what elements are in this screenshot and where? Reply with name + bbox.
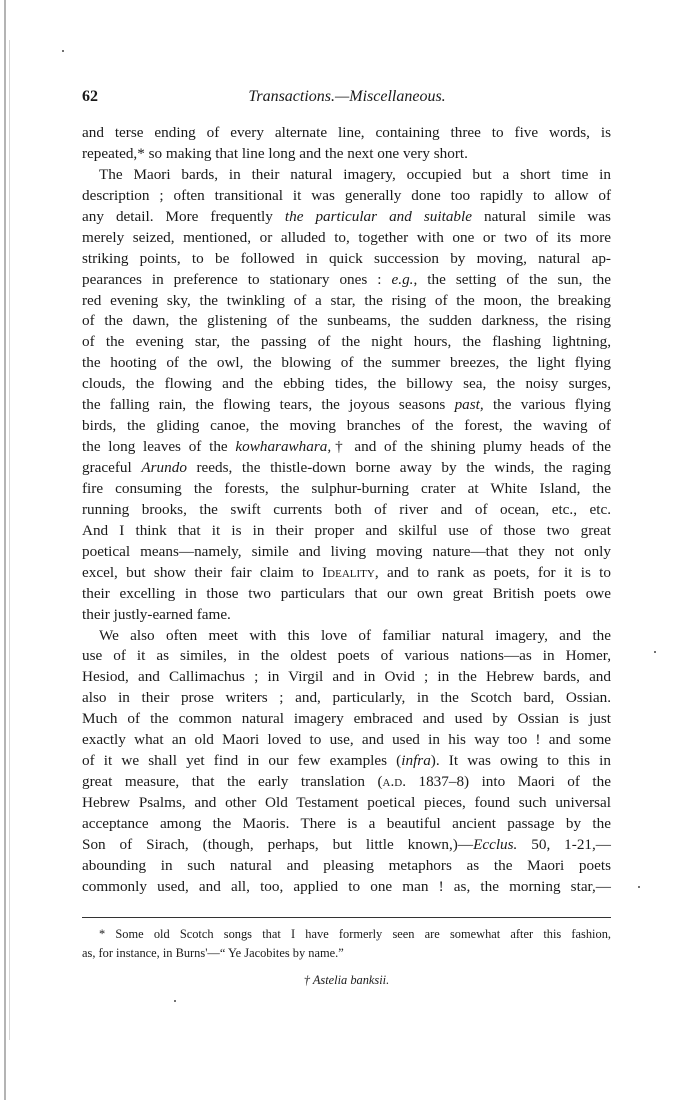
text-segment: graceful xyxy=(82,459,142,476)
text-segment: natural simile was xyxy=(471,207,611,225)
text-segment: and terse ending of every alternate line, containing three to five words, is xyxy=(82,124,611,141)
text-segment: , and to rank as poets, for it is to xyxy=(374,563,611,581)
text-segment: pearances in preference to stationary ones : xyxy=(82,270,392,288)
page-header xyxy=(82,88,612,108)
text-segment: , the setting of the sun, the xyxy=(413,270,611,288)
text-line xyxy=(82,605,611,626)
text-segment: merely seized, mentioned, or alluded to, together with one or two of its more xyxy=(82,228,611,246)
text-segment: excel, but show their fair claim to xyxy=(82,563,323,581)
text-segment: the long leaves of the xyxy=(82,438,236,456)
text-line xyxy=(82,688,611,709)
text-line xyxy=(82,270,611,291)
scan-edge xyxy=(4,0,6,1100)
text-line xyxy=(82,709,611,730)
text-line xyxy=(82,165,611,186)
text-line xyxy=(82,395,611,416)
scan-edge xyxy=(9,40,10,1040)
text-segment: Hesiod, and Callimachus ; in Virgil and in Ovid ; in the Hebrew bards, and xyxy=(82,668,611,686)
footnotes xyxy=(82,925,611,990)
running-head: Transactions.—Miscellaneous. xyxy=(248,88,446,105)
italic-text: kowharawhara, xyxy=(235,438,332,456)
scan-speck xyxy=(654,651,656,653)
text-segment: the hooting of the owl, the blowing of the summer breezes, the light flying xyxy=(82,354,611,372)
text-line xyxy=(82,207,611,228)
text-segment: ). It was owing to this in xyxy=(430,752,611,770)
text-segment: of the evening star, the passing of the night hours, the flashing lightning, xyxy=(82,333,611,351)
text-segment: birds, the gliding canoe, the moving branches of the forest, the waving of xyxy=(82,417,611,435)
text-segment: Hebrew Psalms, and other Old Testament poetical pieces, found such universal xyxy=(82,794,611,811)
text-line xyxy=(82,730,611,751)
text-segment: Much of the common natural imagery embraced and used by Ossian is just xyxy=(82,710,611,728)
text-line xyxy=(82,374,611,395)
text-line xyxy=(82,311,611,332)
text-line xyxy=(82,814,611,835)
text-line xyxy=(82,500,611,521)
italic-text: past, xyxy=(454,396,484,414)
text-segment: red evening sky, the twinkling of a star, the rising of the moon, the breaking xyxy=(82,291,611,309)
scan-speck xyxy=(62,50,64,52)
text-line xyxy=(82,416,611,437)
text-line xyxy=(82,521,611,542)
text-line xyxy=(82,563,611,584)
text-line xyxy=(82,646,611,667)
text-line xyxy=(82,856,611,877)
text-segment: great measure, that the early translation ( xyxy=(82,773,383,791)
footnote-2: † Astelia banksii. xyxy=(303,973,390,987)
text-line xyxy=(82,186,611,207)
text-segment: striking points, to be followed in quick succession by moving, natural ap- xyxy=(82,249,611,267)
italic-text: e.g. xyxy=(391,270,414,288)
text-segment: repeated,* so making that line long and the next one very short. xyxy=(82,144,468,162)
text-segment: commonly used, and all, too, applied to one man ! as, the morning star,— xyxy=(82,877,611,895)
text-segment: description ; often transitional it was generally done too rapidly to allow of xyxy=(82,186,611,204)
text-line xyxy=(82,835,611,856)
text-segment: Son of Sirach, (though, perhaps, but little known,)— xyxy=(82,835,474,853)
text-segment: reeds, the thistle-down borne away by the winds, the raging xyxy=(186,459,611,476)
text-line xyxy=(82,437,611,458)
text-segment: the various flying xyxy=(483,396,611,414)
text-segment: also in their prose writers ; and, particularly, in the Scotch bard, Ossian. xyxy=(82,689,611,707)
text-line xyxy=(82,772,611,793)
text-line xyxy=(82,144,611,165)
body-text xyxy=(82,123,611,898)
text-line xyxy=(82,626,611,647)
text-segment: exactly what an old Maori loved to use, and used in his way too ! and some xyxy=(82,731,611,749)
text-segment: fire consuming the forests, the sulphur-burning crater at White Island, the xyxy=(82,479,611,497)
text-segment: And I think that it is in their proper and skilful use of those two great xyxy=(82,521,611,539)
italic-text: infra xyxy=(401,752,431,770)
italic-text: Arundo xyxy=(141,459,187,476)
text-line xyxy=(82,291,611,312)
text-line xyxy=(82,123,611,144)
text-line xyxy=(82,228,611,249)
scan-speck xyxy=(638,886,640,888)
text-line xyxy=(82,877,611,898)
text-line xyxy=(82,667,611,688)
text-segment: 50, 1-21,— xyxy=(517,835,611,853)
text-segment: running brooks, the swift currents both of river and of ocean, etc., etc. xyxy=(82,500,611,518)
text-line xyxy=(82,479,611,500)
text-line xyxy=(82,751,611,772)
text-line xyxy=(82,584,611,605)
text-segment: acceptance among the Maoris. There is a beautiful ancient passage by the xyxy=(82,814,611,832)
text-line xyxy=(82,353,611,374)
small-caps-text: Ideality xyxy=(322,563,375,581)
text-segment: poetical means—namely, simile and living moving nature—that they not only xyxy=(82,542,611,560)
page-number: 62 xyxy=(82,88,98,105)
text-line xyxy=(82,458,611,479)
text-line xyxy=(82,249,611,270)
text-line xyxy=(82,542,611,563)
text-segment: of the dawn, the glistening of the sunbeams, the sudden darkness, the rising xyxy=(82,312,611,330)
text-segment: the falling rain, the flowing tears, the joyous seasons xyxy=(82,396,455,414)
footnote-rule xyxy=(82,917,611,918)
text-segment: any detail. More frequently xyxy=(82,207,285,225)
small-caps-text: a.d. xyxy=(382,773,406,791)
text-segment: † and of the shining plumy heads of the xyxy=(331,438,611,456)
text-segment: abounding in such natural and pleasing metaphors as the Maori poets xyxy=(82,856,611,874)
text-line xyxy=(82,793,611,814)
text-segment: their excelling in those two particulars that our own great British poets owe xyxy=(82,584,611,602)
italic-text: the particular and suitable xyxy=(284,207,472,225)
text-segment: We also often meet with this love of familiar natural imagery, and the xyxy=(99,626,611,644)
text-segment: use of it as similes, in the oldest poets of various nations—as in Homer, xyxy=(82,647,611,665)
scan-speck xyxy=(174,1000,176,1002)
footnote-1-line-2: as, for instance, in Burns'—“ Ye Jacobites by name.” xyxy=(82,946,344,960)
text-segment: 1837–8) into Maori of the xyxy=(406,773,611,791)
text-segment: of it we shall yet find in our few examples ( xyxy=(82,752,402,770)
text-line xyxy=(82,332,611,353)
text-segment: their justly-earned fame. xyxy=(82,605,231,623)
text-segment: clouds, the flowing and the ebbing tides, the billowy sea, the noisy surges, xyxy=(82,375,611,393)
text-segment: The Maori bards, in their natural imagery, occupied but a short time in xyxy=(99,165,611,183)
footnote-1-line-1: * Some old Scotch songs that I have formerly seen are somewhat after this fashion, xyxy=(99,927,611,941)
italic-text: Ecclus. xyxy=(473,835,518,853)
